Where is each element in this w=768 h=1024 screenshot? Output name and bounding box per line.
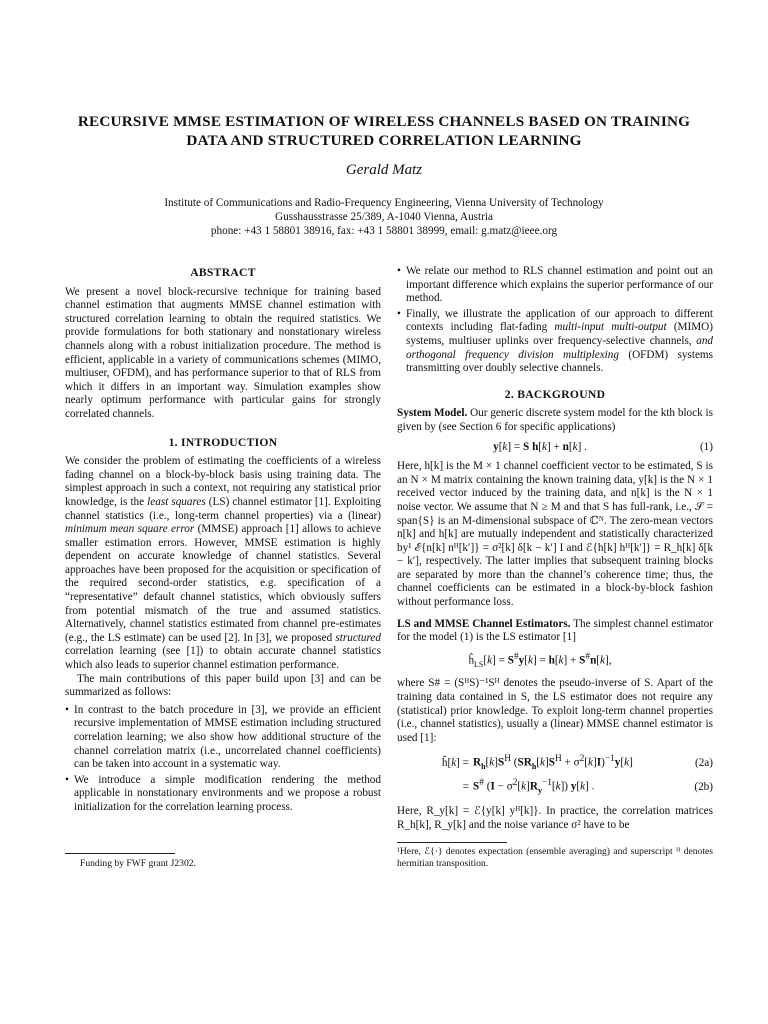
affiliation-line: phone: +43 1 58801 38916, fax: +43 1 58801 38999, email: g.matz@ieee.org: [210, 225, 558, 237]
paragraph-text: Our generic discrete system model for the kth block is given by (see Section 6 for specific applications): [397, 407, 714, 433]
paragraph-text: The simplest channel estimator for the model (1) is the LS estimator [1]: [397, 617, 713, 644]
text-run: correlation learning (see [1]) to obtain accurate channel statistics which also leads to superior channel estimation performance.: [65, 645, 381, 672]
equation-1: [397, 441, 713, 455]
equation-body: $R_h[k]S^H$ $(SR_h[k]S^H + \sigma^2[k]I)^{-1}y[k]$: [473, 754, 633, 772]
equation-body: S# $(I - \sigma^2[k]R_y^{-1}[k])$ y[k] .: [473, 778, 595, 796]
ls-description: where S# = (SᴴS)⁻¹Sᴴ denotes the pseudo-inverse of S. Apart of the training data contained in S, the LS estimator does not require any (statistical) prior knowledge. To exploit long-term channel properties (i.e., channel statistics), usually a (linear) MMSE channel estimator is used [1]:: [397, 677, 713, 744]
estimators-paragraph: [397, 618, 713, 645]
affiliation-line: Gusshausstrasse 25/389, A-1040 Vienna, Austria: [275, 211, 493, 223]
contribution-item: • We introduce a simple modification rendering the method applicable in nonstationary environments and we propose a robust initialization for the correlation learning process.: [65, 774, 381, 815]
contribution-list: [65, 704, 381, 815]
equation-number: (1): [699, 440, 713, 453]
contribution-item: [397, 265, 713, 306]
text-run: (MMSE) approach [1] allows to achieve smaller estimation errors. However, MMSE estimation is highly dependent on accurate knowledge of channel statistics. Several approaches have been proposed for the acquisition or specification of the required second-order statistics, e.g. specification of a “representative” default channel statistics, which obviously suffers from potential mismatch of the true and assumed statistics. Alternatively, channel statistics estimated from channel pre-estimates (e.g., the LS estimate) can be used [2]. In [3], we proposed: [65, 523, 382, 644]
equation-2: [397, 751, 713, 799]
funding-footnote: Funding by FWF grant J2302.: [80, 858, 196, 869]
runin-heading: LS and MMSE Channel Estimators.: [397, 617, 571, 630]
emphasized-text: and orthogonal frequency division multiplexing: [406, 334, 713, 361]
model-description: Here, h[k] is the M × 1 channel coefficient vector to be estimated, S is an N × M matrix containing the known training data, y[k] is the N × 1 received vector induced by the training data, and n[k] is the N × 1 noise vector. We assume that N ≥ M and that S has full-rank, i.e., 𝒮 = span{S} is an M-dimensional subspace of ℂᴺ. The zero-mean vectors n[k] and h[k] are mutually independent and statistically characterized by¹ ℰ{n[k] nᴴ[k′]} = σ²[k] δ[k − k′] I and ℰ{h[k] hᴴ[k′]} = R_h[k] δ[k − k′], respectively. The latter implies that subsequent training blocks are separated by more than the channel’s coherence time; thus, the channel coefficients can be estimated in a block-by-block fashion without performance loss.: [397, 460, 713, 609]
text-run: Finally, we illustrate the application of our approach to different contexts including flat-fading: [406, 307, 713, 334]
equation-number: (2a): [694, 756, 713, 769]
text-run: We relate our method to RLS channel estimation and point out an important difference which explains the superior performance of our method.: [406, 265, 713, 305]
section-heading: 2. BACKGROUND: [504, 387, 606, 401]
emphasized-text: structured: [335, 631, 381, 644]
affiliation: [40, 196, 728, 238]
text-run: (OFDM) systems transmitting over doubly selective channels.: [406, 348, 713, 375]
section-heading: 1. INTRODUCTION: [168, 435, 278, 449]
equation-body: y[k] = S h[k] + n[k] .: [493, 440, 587, 453]
intro-paragraph: [65, 455, 381, 673]
equation-lhs: =: [462, 780, 469, 793]
paper-title: RECURSIVE MMSE ESTIMATION OF WIRELESS CHANNELS BASED ON TRAINING DATA AND STRUCTURED CORRELATION LEARNING: [77, 113, 691, 149]
footnote-rule: [65, 853, 175, 854]
emphasized-text: least squares: [147, 495, 206, 508]
text-run: We consider the problem of estimating the coefficients of a wireless fading channel on a block-by-block basis using training data. The simplest approach in such a context, not requiring any statistical prior knowledge, is the: [65, 455, 381, 508]
contribution-list-cont: [397, 265, 713, 376]
text-run: (LS) channel estimator [1]. Exploiting channel statistics (i.e., long-term channel properties) via a (linear): [65, 495, 381, 522]
contribution-item: • In contrast to the batch procedure in [3], we provide an efficient recursive implementation of MMSE estimation including structured correlation learning; we also show how additional structure of the channel correlation matrix (i.e., uncorrelated channel coefficients) can be taken into account in a systematic way.: [65, 704, 381, 772]
runin-heading: System Model.: [397, 407, 468, 420]
text-run: (MIMO) systems, multiuser uplinks over frequency-selective channels,: [406, 321, 713, 347]
left-column: [65, 262, 381, 817]
author-name: Gerald Matz: [345, 162, 423, 178]
abstract-text: We present a novel block-recursive technique for training based channel estimation that augments MMSE channel estimation with structured correlation learning to obtain the required statistics. We provide formulations for both stationary and nonstationary wireless channels along with a robust initialization procedure. The method is efficient, applicable in a variety of communications schemes (MIMO, multiuser, OFDM), and has performance superior to that of RLS from which it differs in an important way. Simulation examples show nearly optimum performance with particular gains for strongly correlated channels.: [65, 285, 381, 420]
abstract-heading: ABSTRACT: [190, 266, 256, 279]
footnote-rule: [397, 842, 507, 843]
footnote-1: ¹Here, ℰ{·} denotes expectation (ensemble averaging) and superscript ᴴ denotes hermitian transposition.: [397, 846, 713, 869]
contribution-item: [397, 308, 713, 376]
equation-number: (2b): [694, 780, 713, 793]
equation-body: $ĥ_{LS}[k] = S^{\#}y[k] = h[k] + S^{\#}n[k]$,: [468, 651, 612, 669]
intro-paragraph: The main contributions of this paper build upon [3] and can be summarized as follows:: [65, 672, 381, 699]
emphasized-text: minimum mean square error: [65, 523, 195, 536]
emphasized-text: multi-input multi-output: [554, 321, 667, 334]
equation-ls: [397, 651, 713, 672]
equation-lhs: ĥ[k] =: [441, 756, 469, 769]
system-model-paragraph: [397, 407, 713, 434]
mmse-description: Here, R_y[k] = ℰ{y[k] yᴴ[k]}. In practice, the correlation matrices R_h[k], R_y[k] and the noise variance σ² have to be: [397, 805, 713, 831]
affiliation-line: Institute of Communications and Radio-Frequency Engineering, Vienna University of Technology: [164, 197, 604, 209]
right-column: [397, 262, 713, 833]
